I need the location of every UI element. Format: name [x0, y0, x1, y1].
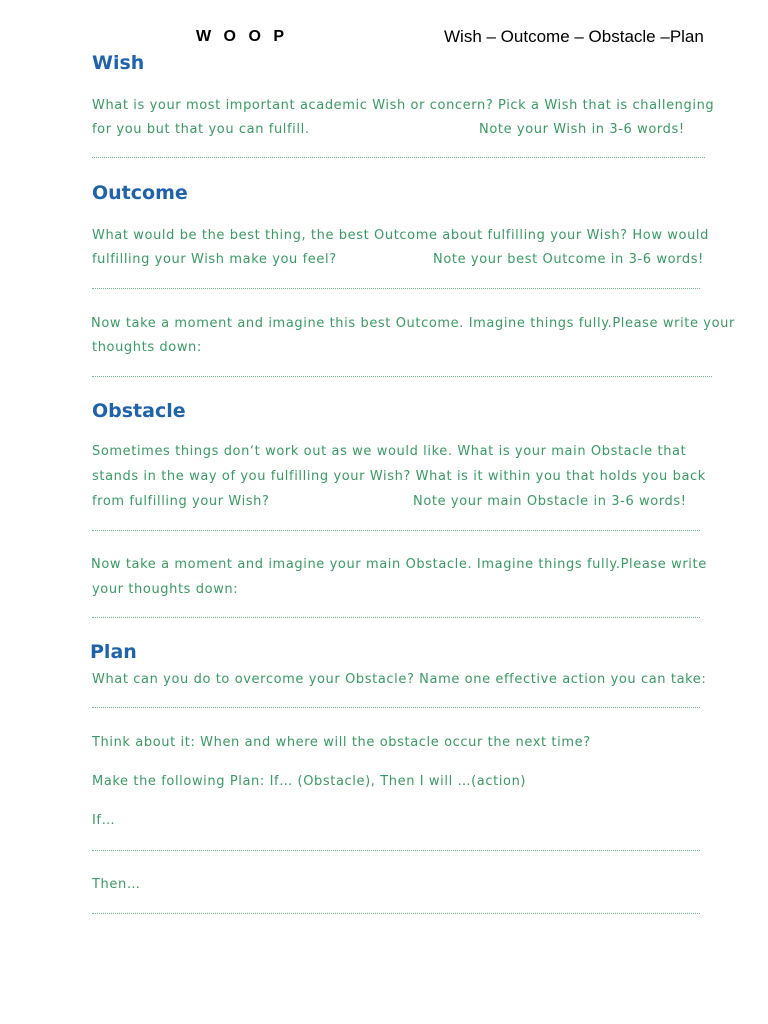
plan-if-line[interactable]	[92, 850, 700, 851]
obstacle-prompt-line1: Sometimes things don‘t work out as we would like. What is your main Obstacle that	[92, 444, 687, 459]
outcome-imagine-line2: thoughts down:	[92, 340, 202, 355]
wish-heading: Wish	[92, 52, 145, 74]
wish-prompt-line1: What is your most important academic Wish or concern? Pick a Wish that is challenging	[92, 98, 715, 113]
outcome-prompt-line1: What would be the best thing, the best Outcome about fulfilling your Wish? How would	[92, 228, 709, 243]
obstacle-imagine-line2: your thoughts down:	[92, 582, 239, 597]
plan-heading: Plan	[90, 641, 137, 663]
plan-then-label: Then…	[92, 877, 141, 892]
outcome-heading: Outcome	[92, 182, 188, 204]
header-subtitle: Wish – Outcome – Obstacle –Plan	[444, 27, 704, 46]
outcome-prompt-line2: fulfilling your Wish make you feel?	[92, 252, 337, 267]
obstacle-imagine-line1: Now take a moment and imagine your main Obstacle. Imagine things fully.Please write	[91, 557, 707, 572]
plan-make: Make the following Plan: If… (Obstacle), Then I will …(action)	[92, 774, 527, 789]
plan-if-label: If…	[92, 813, 116, 828]
plan-think: Think about it: When and where will the obstacle occur the next time?	[92, 735, 591, 750]
obstacle-prompt-line3: from fulfilling your Wish?	[92, 494, 270, 509]
plan-then-line[interactable]	[92, 913, 700, 914]
obstacle-prompt-line2: stands in the way of you fulfilling your Wish? What is it within you that holds you back	[92, 469, 706, 484]
obstacle-note: Note your main Obstacle in 3-6 words!	[413, 494, 687, 509]
outcome-imagine-line1: Now take a moment and imagine this best Outcome. Imagine things fully.Please write your	[91, 316, 735, 331]
obstacle-thoughts-line[interactable]	[92, 617, 700, 618]
wish-prompt-line2: for you but that you can fulfill.	[92, 122, 310, 137]
plan-action-line[interactable]	[92, 707, 700, 708]
outcome-note: Note your best Outcome in 3-6 words!	[433, 252, 704, 267]
header-title: W O O P	[196, 28, 288, 45]
wish-note: Note your Wish in 3-6 words!	[479, 122, 685, 137]
obstacle-heading: Obstacle	[92, 400, 186, 422]
wish-answer-line[interactable]	[92, 157, 705, 158]
outcome-answer-line[interactable]	[92, 288, 700, 289]
obstacle-answer-line[interactable]	[92, 530, 700, 531]
plan-question: What can you do to overcome your Obstacle? Name one effective action you can take:	[92, 672, 707, 687]
outcome-thoughts-line[interactable]	[92, 376, 712, 377]
